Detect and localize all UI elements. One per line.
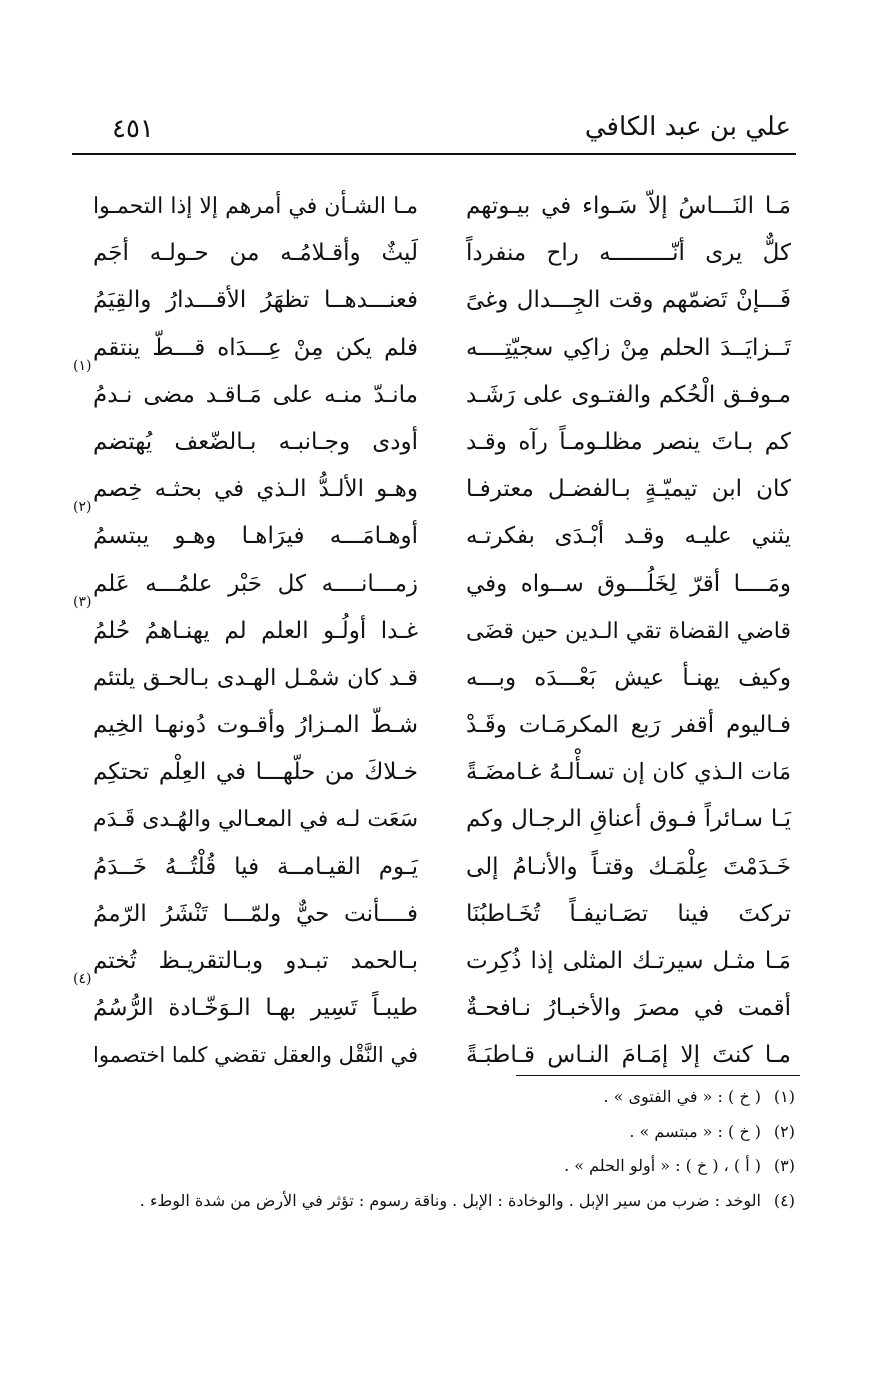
verse-text: أودى وجـانبـه بـالضّعف يُهتضم [93, 428, 418, 455]
verse-text: قاضي القضاة تقي الـدين حين قضَى [466, 618, 791, 644]
second-hemistich [93, 655, 418, 702]
footnote-number: (٤) [773, 1190, 795, 1210]
first-hemistich [466, 372, 791, 419]
first-hemistich [466, 702, 791, 749]
verse-text: كان ابن تيميّـةٍ بـالفضـل معترفـا [466, 476, 791, 503]
first-hemistich [466, 419, 791, 466]
footnote-number: (٣) [773, 1156, 795, 1175]
footnote-reference: (٤) [73, 971, 92, 988]
second-hemistich [93, 796, 418, 843]
footnote-text: الوخد : ضرب من سير الإبل . والوخادة : الإبل . وناقة رسوم : تؤثر في الأرض من شدة الوطء . [139, 1190, 761, 1210]
first-hemistich [466, 325, 791, 372]
second-hemistich [93, 891, 418, 938]
first-hemistich [466, 561, 791, 608]
second-hemistich [93, 277, 418, 324]
verse-text: فـاليوم أقفر رَبع المكرمَـات وقَـدْ [466, 712, 791, 739]
first-hemistich [466, 985, 791, 1032]
footnote-reference: (١) [73, 357, 92, 374]
first-hemistich [466, 183, 791, 230]
first-hemistich [466, 608, 791, 655]
first-hemistich [466, 938, 791, 985]
footnote-number: (١) [773, 1087, 795, 1106]
second-hemistich [73, 593, 418, 655]
page-number: ٤٥١ [112, 114, 154, 144]
first-hemistich [466, 796, 791, 843]
footnote-text: ( خ ) : « مبتسم » . [629, 1121, 761, 1141]
verse-text: يَـا سـائراً فـوق أعناقِ الرجـال وكم [466, 806, 791, 833]
first-hemistich [466, 466, 791, 513]
verse-text: خَـدَمْتَ عِلْمَـك وقتـاً والأنـامُ إلى [466, 853, 791, 880]
verse-text: كم بـاتَ ينصر مظلـومـاً رآه وقـد [466, 428, 791, 455]
verse-text: تَــزايَــدَ الحلم مِنْ زاكِي سجيّتِــــه [466, 334, 791, 361]
second-hemistich [93, 419, 418, 466]
first-hemistich [466, 891, 791, 938]
verse-text: تركتَ فينا تصَـانيفـاً تُخَـاطبُنَا [466, 900, 791, 927]
verse-text: زمـــانــــه كل حَبْر علمُـــه عَلم [93, 570, 418, 597]
footnote [75, 1080, 795, 1115]
first-hemistich [466, 1032, 791, 1079]
footnote-number: (٢) [773, 1121, 795, 1141]
verse-text: غـدا أولُـو العلم لم يهنـاهمُ حُلمُ [93, 617, 418, 644]
verse-text: قـد كان شمْـل الهـدى بـالحـق يلتئم [93, 664, 418, 691]
verse-text: يَـوم القيـامــة فيا قُلْتُــهُ خَــدَمُ [93, 853, 418, 880]
second-hemistich [93, 749, 418, 796]
verse-text: أقمت في مصرَ والأخبـارُ نـافحـةٌ [466, 995, 791, 1022]
verse-text: وهـو الألـدُّ الـذي في بحثـه خِصم [93, 476, 418, 503]
first-hemistich [466, 277, 791, 324]
verse-text: مـا كنتَ إلا إمَـامَ النـاس قـاطبَـةً [466, 1042, 791, 1069]
second-hemistich [93, 702, 418, 749]
footnote-text: ( أ ) ، ( خ ) : « أولو الحلم » . [564, 1156, 761, 1175]
second-hemistich [73, 499, 418, 560]
verse-text: سَعَت لـه في المعـالي والهُـدى قَـدَم [93, 807, 418, 833]
first-hemistich [466, 655, 791, 702]
running-title: علي بن عبد الكافي [584, 112, 791, 142]
second-hemistich [93, 1032, 418, 1079]
second-hemistich [93, 230, 418, 277]
verse-text: مَـا مثـل سيرتـك المثلى إذا ذُكِرت [466, 948, 791, 974]
verse-text: فَـــإنْ تَضمّهم وقت الجِـــدال وغىً [466, 287, 791, 314]
verse-text: فــــأنت حيٌّ ولمّـــا تَنْشَرُ الرّممُ [93, 900, 418, 927]
second-hemistich [93, 183, 418, 230]
first-hemistich [466, 230, 791, 277]
footnote-rule [516, 1075, 800, 1076]
second-hemistich [93, 844, 418, 891]
second-hemistich [93, 938, 418, 985]
footnote [75, 1184, 795, 1219]
footnote-reference: (٢) [73, 499, 92, 516]
first-hemistich [466, 513, 791, 560]
second-hemistich [93, 466, 418, 513]
footnote [75, 1115, 795, 1150]
footnote-text: ( خ ) : « في الفتوى » . [603, 1087, 761, 1106]
verse-text: مانـدّ منـه على مَـاقـد مضى نـدمُ [93, 381, 418, 408]
second-hemistich [93, 325, 418, 372]
verse-text: كلٌّ يرى أنّـــــــــه راح منفرداً [466, 240, 791, 267]
verse-text: مَات الـذي كان إن تسـأْلـهُ غـامضَـةً [466, 759, 791, 786]
footnote [75, 1149, 795, 1184]
verse-text: خـلاكَ من حلّهـــا في العِلْم تحتكِم [93, 759, 418, 786]
second-hemistich [73, 357, 418, 419]
first-hemistich [466, 749, 791, 796]
poem-left-column [73, 183, 418, 1080]
verse-text: مَـا النَـــاسُ إلاّ سَـواء في بيـوتهم [466, 193, 791, 219]
verse-text: شـطّ المـزارُ وأقـوت دُونهـا الخِيم [93, 712, 418, 739]
footnote-reference: (٣) [73, 593, 92, 610]
verse-text: طيبـاً تَسِير بهـا الـوَخّـادة الرُّسُمُ [93, 995, 418, 1022]
first-hemistich [466, 844, 791, 891]
verse-text: في النَّقْل والعقل تقضي كلما اختصموا [93, 1043, 418, 1068]
verse-text: فلم يكن مِنْ عِـــدَاه قـــطّ ينتقم [93, 334, 418, 361]
footnotes [75, 1080, 795, 1218]
verse-text: بـالحمد تبـدو وبـالتقريـظ تُختم [93, 948, 418, 974]
verse-text: يثني عليـه وقـد أبْـدَى بفكرتـه [466, 523, 791, 550]
second-hemistich [73, 971, 418, 1032]
verse-text: مـوفـق الْحُكم والفتـوى على رَشَـد [466, 381, 791, 408]
verse-text: لَيثٌ وأقـلامُـه من حـولـه أجَم [93, 240, 418, 267]
header-rule [72, 153, 796, 155]
verse-text: وكيف يهنـأ عيش بَعْـــدَه وبـــه [466, 664, 791, 691]
second-hemistich [93, 561, 418, 608]
verse-text: ومَــــا أقرّ لِخَلُـــوق ســواه وفي [466, 570, 791, 597]
verse-text: فعنـــدهــا تظهَرُ الأقـــدارُ والقِيَمُ [93, 287, 418, 314]
verse-text: أوهـامَـــه فيرَاهـا وهـو يبتسمُ [93, 523, 418, 550]
verse-text: مـا الشـأن في أمرهم إلا إذا التحمـوا [93, 194, 418, 219]
poem-right-column [466, 183, 791, 1080]
